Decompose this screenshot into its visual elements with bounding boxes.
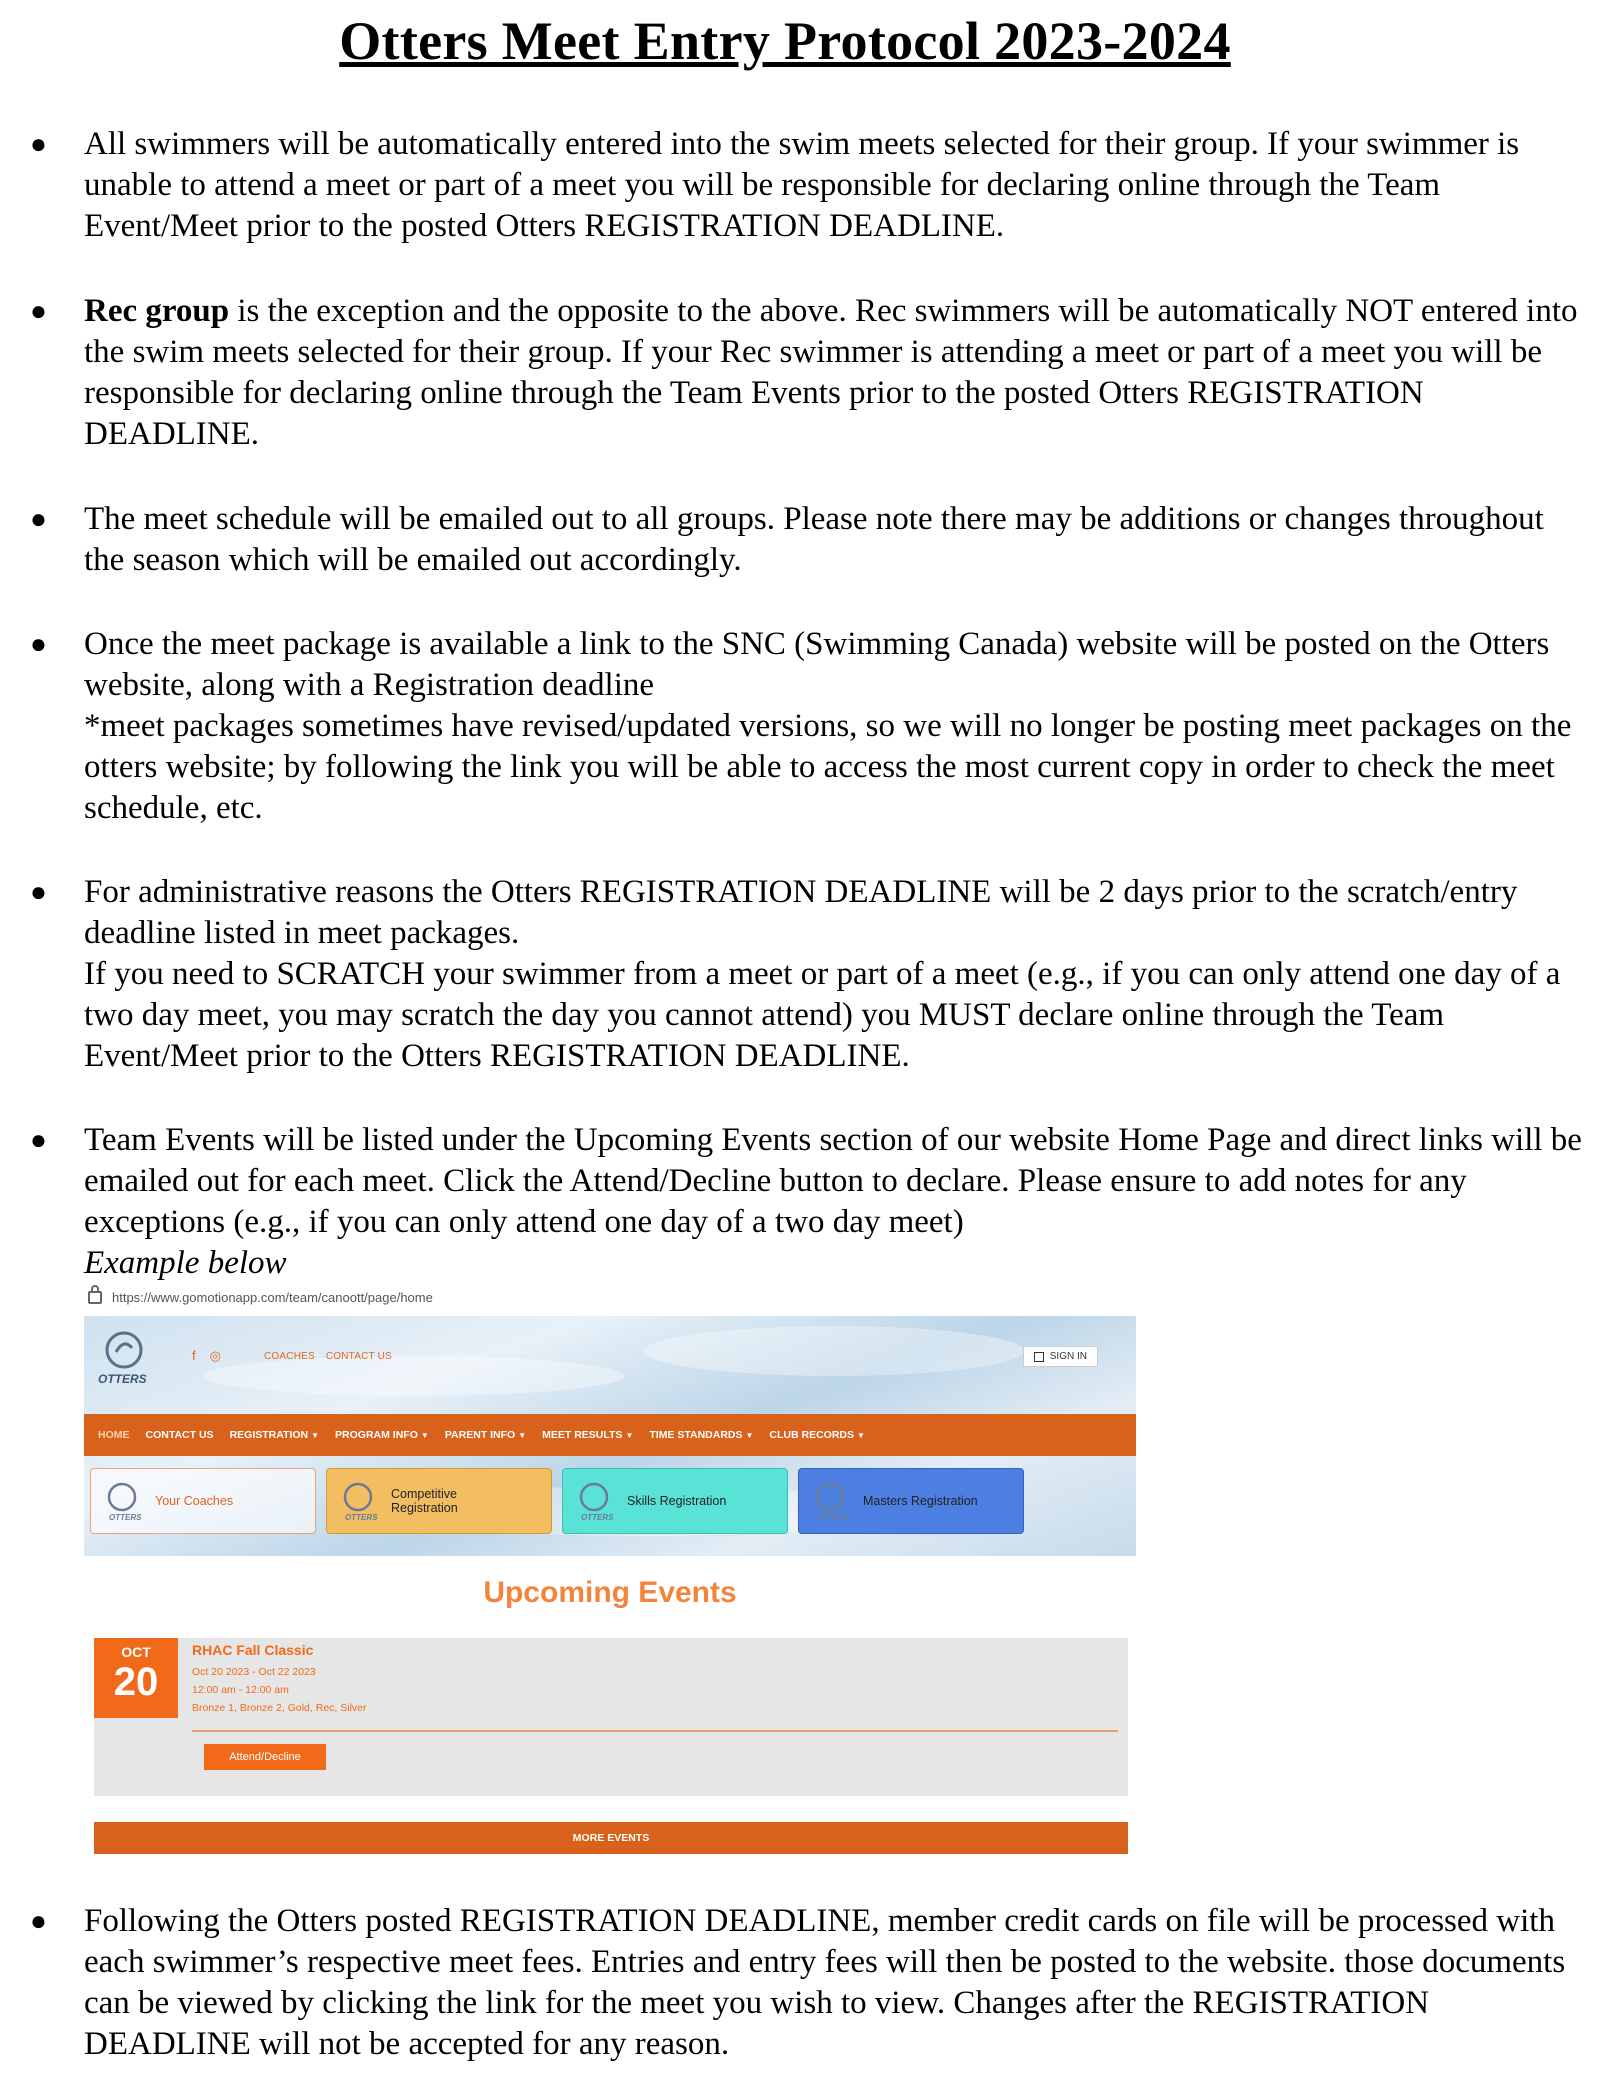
card-competitive-registration[interactable]: OTTERS Competitive Registration [326,1468,552,1534]
quick-link-cards [90,1468,1024,1534]
list-item: ● Following the Otters posted REGISTRATION DEADLINE, member credit cards on file will be processed with each swimmer’s respective meet fees. Entries and entry fees will then be posted to the website. those documents can be viewed by clicking the link for the meet you wish to view. Changes after the REGISTRATION DEADLINE will not be accepted for any reason. [30,1903,1566,2062]
rec-group-bold: Rec group [84,293,230,329]
list-item: ● For administrative reasons the Otters REGISTRATION DEADLINE will be 2 days prior to the scratch/entry deadline listed in meet packages. If you need to SCRATCH your swimmer from a meet or part of a meet (e.g., if you can only attend one day of a two day meet, you may scratch the day you cannot attend) you MUST declare online through the Team Event/Meet prior to the Otters REGISTRATION DEADLINE. [30,874,1561,1074]
social-links [192,1348,221,1364]
bullet-icon: ● [30,504,47,535]
list-item: ● All swimmers will be automatically entered into the swim meets selected for their group. If your swimmer is unable to attend a meet or part of a meet you will be responsible for declaring online through the Team Event/Meet prior to the posted Otters REGISTRATION DEADLINE. [30,126,1520,244]
nav-parent-info[interactable]: PARENT INFO ▼ [444,1429,527,1441]
nav-program-info[interactable]: PROGRAM INFO ▼ [335,1429,429,1441]
bullet-icon: ● [30,1906,47,1937]
sign-in-button[interactable]: SIGN IN [1023,1346,1098,1367]
bullet-icon: ● [30,129,47,160]
hero-banner [84,1316,1136,1556]
chevron-down-icon: ▼ [311,1431,320,1440]
svg-text:OTTERS: OTTERS [345,1513,378,1522]
list-item: ● Once the meet package is available a link to the SNC (Swimming Canada) website will be posted on the Otters website, along with a Registration deadline *meet packages sometimes have revised/updated versions, so we will no longer be posting meet packages on the otters website; by following the link you will be able to access the most current copy in order to check the meet schedule, etc. [30,626,1572,826]
nav-time-standards[interactable]: TIME STANDARDS ▼ [649,1429,754,1441]
more-events-button[interactable]: MORE EVENTS [94,1822,1128,1854]
site-page [84,1316,1136,1864]
upcoming-events-heading: Upcoming Events [483,1576,737,1609]
website-screenshot [84,1282,1136,1864]
list-item: ● The meet schedule will be emailed out to all groups. Please note there may be additions or changes throughout the season which will be emailed out accordingly. [30,501,1544,578]
event-times: 12:00 am - 12:00 am [192,1684,289,1696]
chevron-down-icon: ▼ [625,1431,634,1440]
url-text: https://www.gomotionapp.com/team/canoott/page/home [112,1289,433,1305]
event-dates: Oct 20 2023 - Oct 22 2023 [192,1666,316,1678]
main-nav [84,1414,1136,1456]
bullet-icon: ● [30,296,47,327]
nav-meet-results[interactable]: MEET RESULTS ▼ [542,1429,634,1441]
chevron-down-icon: ▼ [857,1431,865,1440]
nav-registration[interactable]: REGISTRATION ▼ [229,1429,320,1441]
card-your-coaches[interactable]: OTTERS Your Coaches [90,1468,316,1534]
chevron-down-icon: ▼ [420,1431,429,1440]
list-item: ● Rec group is the exception and the opposite to the above. Rec swimmers will be automatically NOT entered into the swim meets selected for their group. If your Rec swimmer is attending a meet or part of a meet you will be responsible for declaring online through the Team Events prior to the posted Otters REGISTRATION DEADLINE. [30,293,1578,452]
svg-text:OTTERS: OTTERS [817,1513,850,1522]
otters-logo-icon [809,1480,851,1522]
svg-text:OTTERS: OTTERS [581,1513,614,1522]
list-item: ● Team Events will be listed under the Upcoming Events section of our website Home Page and direct links will be emailed out for each meet. Click the Attend/Decline button to declare. Please ensure to add notes for any exceptions (e.g., if you can only attend one day of a two day meet) Example below [84,1120,1584,1284]
logo-text: OTTERS [98,1372,147,1386]
example-label: Example below [84,1245,287,1281]
top-link-coaches[interactable]: COACHES [264,1351,315,1362]
event-date-badge: OCT 20 [94,1638,178,1718]
chevron-down-icon: ▼ [745,1431,754,1440]
event-card [94,1638,1128,1796]
url-bar [84,1282,1136,1312]
lock-icon [88,1291,102,1304]
otters-logo-icon [573,1480,615,1522]
bullet-icon: ● [30,877,47,908]
event-groups: Bronze 1, Bronze 2, Gold, Rec, Silver [192,1702,367,1714]
instagram-icon[interactable]: ◎ [209,1348,221,1363]
divider [192,1730,1118,1732]
chevron-down-icon: ▼ [518,1431,527,1440]
svg-text:OTTERS: OTTERS [109,1513,142,1522]
card-skills-registration[interactable]: OTTERS Skills Registration [562,1468,788,1534]
event-title-link[interactable]: RHAC Fall Classic [192,1642,314,1658]
event-info [192,1642,367,1720]
sign-in-icon [1034,1352,1044,1362]
otters-logo-icon [101,1480,143,1522]
otters-logo-icon [337,1480,379,1522]
nav-home[interactable]: HOME [98,1429,130,1441]
facebook-icon[interactable]: f [192,1348,196,1363]
top-links [264,1351,400,1362]
nav-club-records[interactable]: CLUB RECORDS ▼ [769,1429,865,1441]
bullet-icon: ● [30,1125,47,1156]
nav-contact-us[interactable]: CONTACT US [145,1429,214,1441]
top-link-contact[interactable]: CONTACT US [325,1351,392,1362]
card-masters-registration[interactable]: OTTERS Masters Registration [798,1468,1024,1534]
attend-decline-button[interactable]: Attend/Decline [204,1744,326,1770]
bullet-icon: ● [30,629,47,660]
document-title: Otters Meet Entry Protocol 2023-2024 [339,11,1231,71]
